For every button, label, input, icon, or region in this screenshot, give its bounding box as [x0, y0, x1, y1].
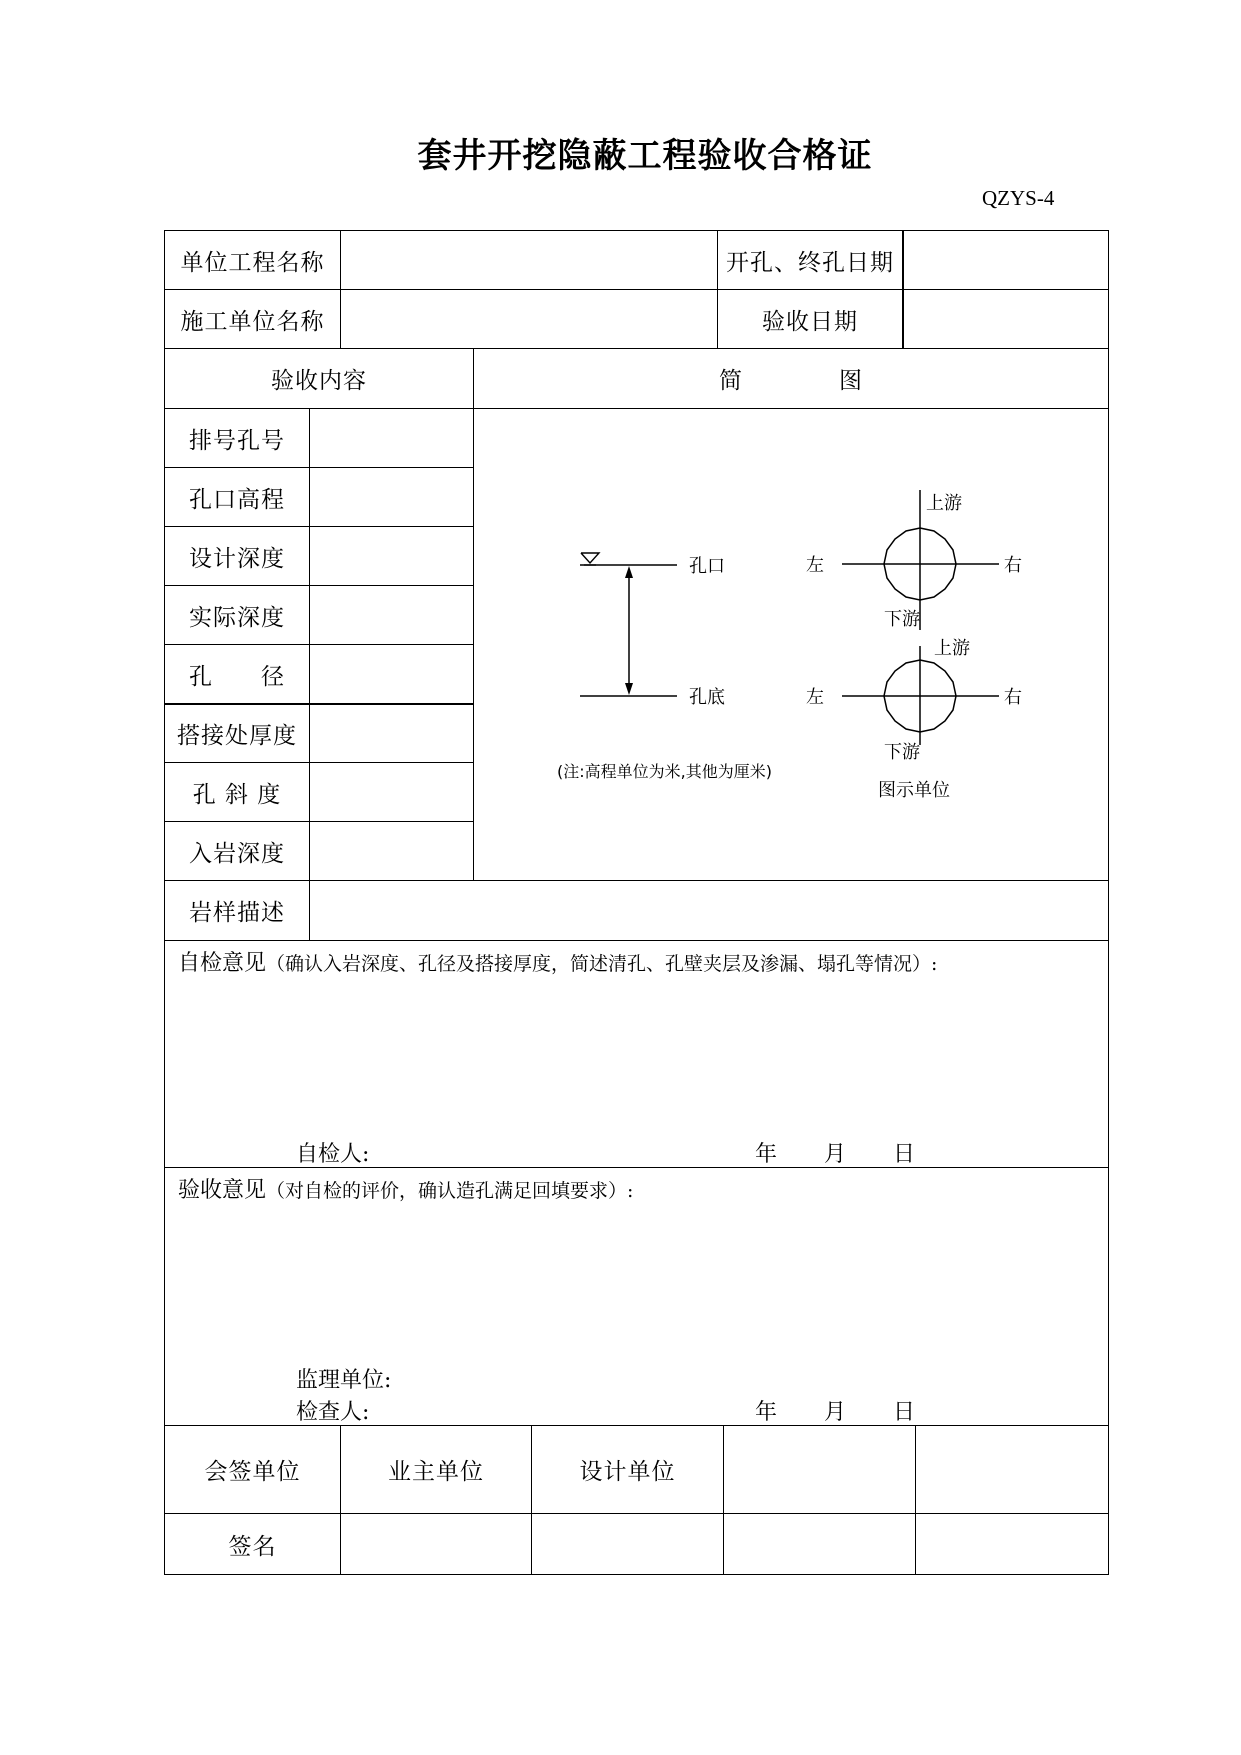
- self-check-title: [178, 946, 937, 977]
- acceptance-date-label: 验收日期: [762, 308, 858, 335]
- acceptance-hint: （对自检的评价，确认造孔满足回填要求）:: [266, 1180, 634, 1202]
- self-inspector-label: 自检人:: [296, 1142, 370, 1167]
- project-name-value[interactable]: [341, 231, 717, 289]
- sketch-label: 简 图: [719, 368, 863, 394]
- upstream-label-1: 上游: [926, 493, 962, 514]
- row-label-overlap-thickness: 搭接处厚度: [177, 723, 297, 749]
- rock-sample-label: 岩样描述: [189, 900, 285, 926]
- acceptance-date: 年 月 日: [755, 1400, 917, 1425]
- countersign-extra-2[interactable]: [916, 1426, 1108, 1513]
- circle-diagram-bottom: [842, 646, 999, 745]
- upstream-label-2: 上游: [934, 638, 970, 659]
- drill-dates-label: 开孔、终孔日期: [726, 249, 894, 276]
- contractor-label: 施工单位名称: [180, 308, 325, 335]
- bottom-arrow-icon: [625, 683, 633, 695]
- right-label-2: 右: [1004, 687, 1022, 708]
- top-arrow-icon: [625, 566, 633, 578]
- water-level-icon: [581, 553, 599, 565]
- circle-diagram-top: [842, 490, 999, 630]
- row-label-hole-number: 排号孔号: [189, 427, 285, 454]
- row-label-inclination: 孔 斜 度: [192, 781, 282, 808]
- left-label-2: 左: [806, 687, 824, 708]
- row-label-collar-elevation: 孔口高程: [189, 486, 285, 513]
- owner-unit-label: 业主单位: [388, 1459, 484, 1485]
- hole-bottom-label: 孔底: [689, 687, 725, 708]
- form-code: QZYS-4: [982, 186, 1055, 210]
- signature-extra-1[interactable]: [724, 1514, 915, 1574]
- design-signature[interactable]: [532, 1514, 723, 1574]
- acceptance-title: [178, 1173, 633, 1204]
- self-check-title-text: 自检意见: [178, 951, 267, 976]
- hole-sketch-diagram: [544, 470, 1084, 830]
- unit-note: (注:高程单位为米,其他为厘米): [557, 762, 772, 781]
- signature-extra-2[interactable]: [916, 1514, 1108, 1574]
- rock-sample-value[interactable]: [310, 881, 1108, 940]
- row-label-rock-penetration: 入岩深度: [189, 840, 285, 867]
- acceptance-form-table: [164, 230, 1109, 1575]
- unit-caption: 图示单位: [878, 780, 950, 801]
- right-label-1: 右: [1004, 555, 1022, 576]
- checker-label: 检查人:: [296, 1400, 370, 1425]
- design-unit-label: 设计单位: [579, 1459, 676, 1485]
- supervisor-label: 监理单位:: [296, 1368, 392, 1393]
- owner-signature[interactable]: [341, 1514, 531, 1574]
- project-name-label: 单位工程名称: [180, 249, 325, 276]
- hole-profile: [580, 565, 677, 696]
- countersign-extra-1[interactable]: [724, 1426, 915, 1513]
- downstream-label-2: 下游: [884, 742, 920, 763]
- acceptance-title-text: 验收意见: [178, 1178, 267, 1203]
- countersign-label: 会签单位: [204, 1459, 301, 1485]
- signature-label: 签名: [228, 1533, 277, 1560]
- drill-dates-value[interactable]: [904, 231, 1108, 289]
- row-label-actual-depth: 实际深度: [189, 604, 285, 631]
- downstream-label-1: 下游: [884, 609, 920, 630]
- self-check-hint: （确认入岩深度、孔径及搭接厚度，简述清孔、孔壁夹层及渗漏、塌孔等情况）:: [266, 953, 938, 975]
- section-label: 验收内容: [271, 368, 367, 394]
- acceptance-date-value[interactable]: [904, 290, 1108, 348]
- document-title: 套井开挖隐蔽工程验收合格证: [417, 136, 873, 176]
- hole-top-label: 孔口: [689, 556, 725, 577]
- self-check-date: 年 月 日: [755, 1142, 917, 1167]
- row-label-hole-diameter: 孔 径: [189, 663, 285, 690]
- contractor-value[interactable]: [341, 290, 717, 348]
- left-label-1: 左: [806, 555, 824, 576]
- row-label-design-depth: 设计深度: [189, 545, 285, 572]
